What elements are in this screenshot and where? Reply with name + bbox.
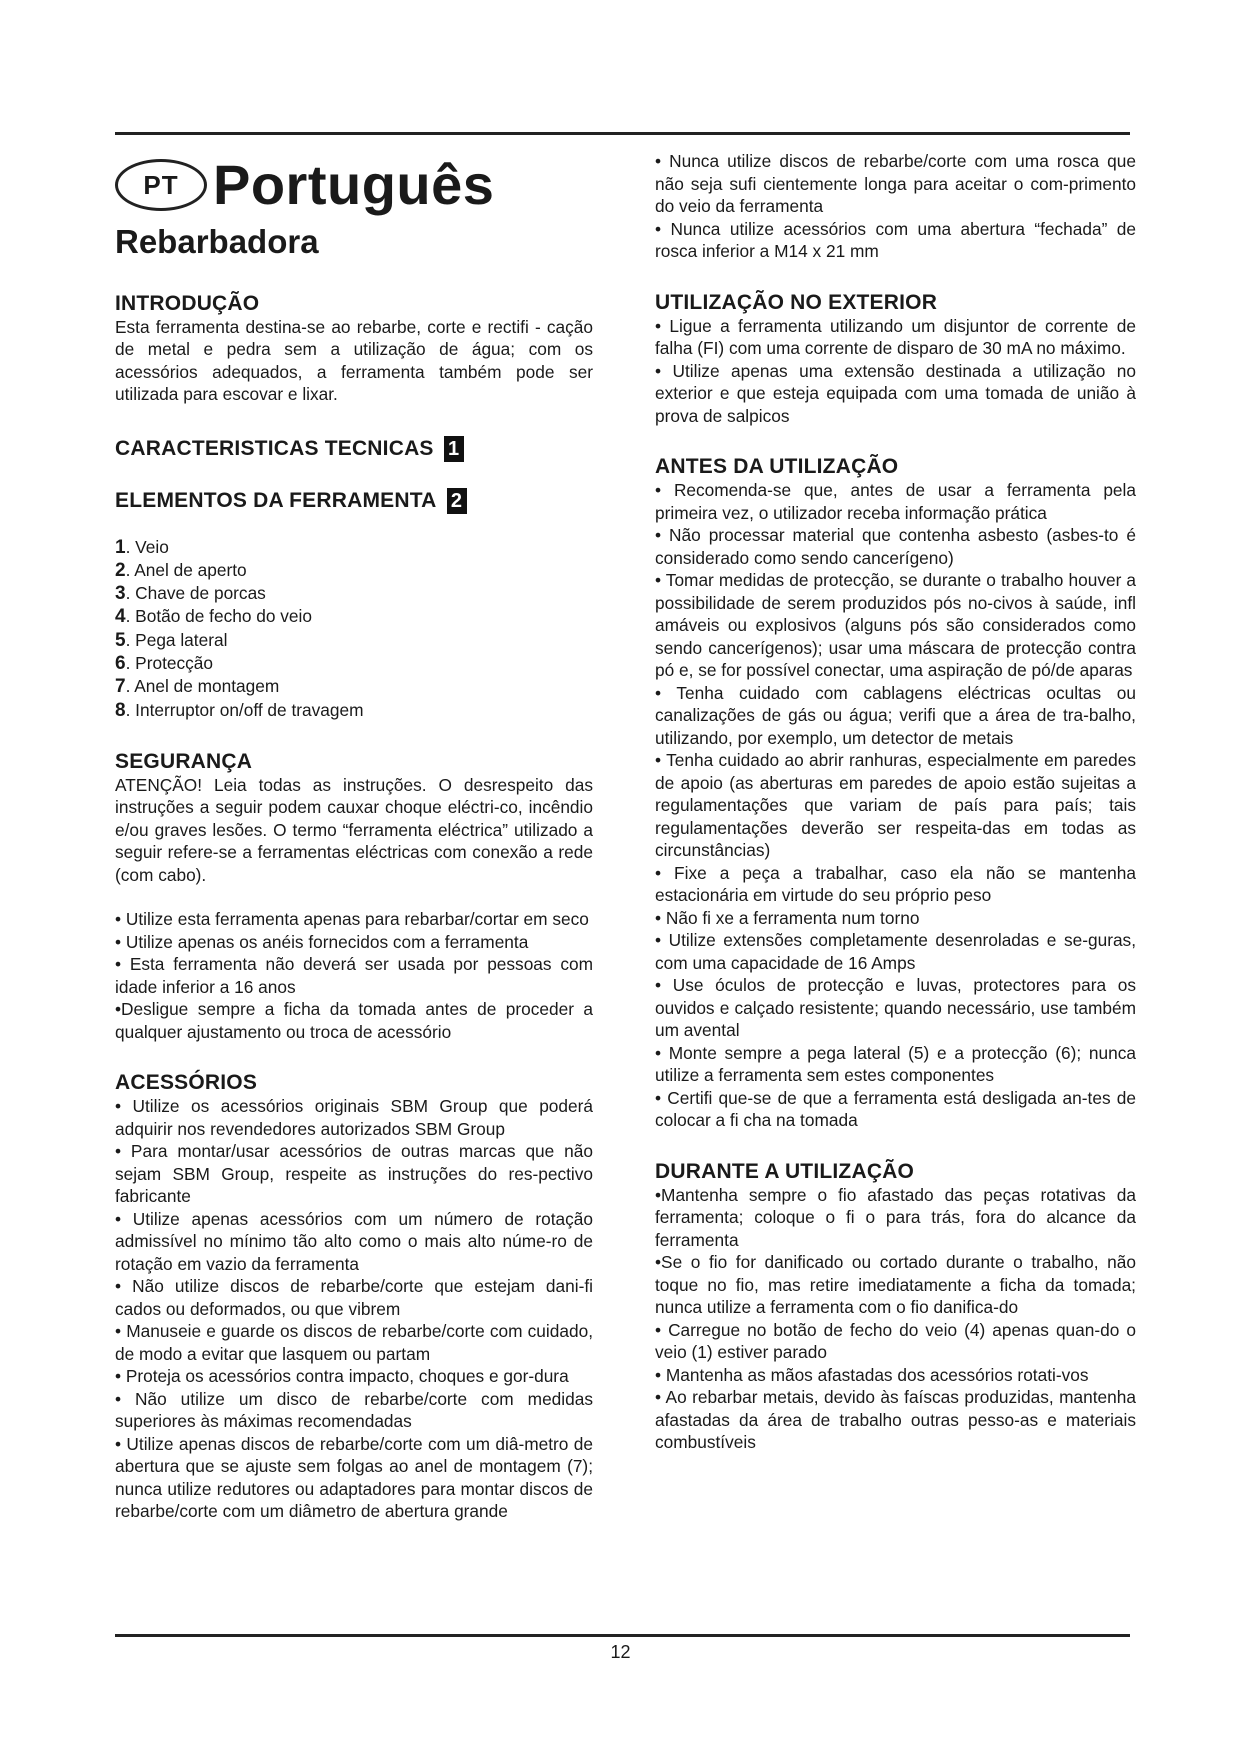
list-item: 1. Veio xyxy=(115,536,169,558)
before-use-bullet: • Tenha cuidado ao abrir ranhuras, especialmente em paredes de apoio (as aberturas em paredes de apoio estão sujeitas a regulamentações que variam de país para país; tais regulamentações deverão ser respeita-das em todas as circunstâncias) xyxy=(655,750,1136,860)
language-title-row xyxy=(115,150,593,220)
outdoor-bullet: • Ligue a ferramenta utilizando um disjuntor de corrente de falha (FI) com uma corrente de disparo de 30 mA no máximo. xyxy=(655,315,1136,358)
during-use-bullet: •Mantenha sempre o fio afastado das peças rotativas da ferramenta; coloque o fi o para trás, fora do alcance da ferramenta xyxy=(655,1184,1136,1250)
before-use-bullet: • Monte sempre a pega lateral (5) e a protecção (6); nunca utilize a ferramenta sem estes componentes xyxy=(655,1042,1136,1085)
intro-heading: INTRODUÇÃO xyxy=(115,291,260,315)
language-badge: PT xyxy=(115,159,207,211)
during-use-bullet: • Carregue no botão de fecho do veio (4) apenas quan-do o veio (1) estiver parado xyxy=(655,1319,1136,1362)
outdoor-heading: UTILIZAÇÃO NO EXTERIOR xyxy=(655,290,938,314)
during-use-heading: DURANTE A UTILIZAÇÃO xyxy=(655,1159,915,1183)
intro-text: Esta ferramenta destina-se ao rebarbe, corte e rectifi - cação de metal e pedra sem a utilização de água; com os acessórios adequados, a ferramenta também pode ser utilizada para escovar e lixar. xyxy=(115,316,593,405)
accessories-bullet: • Utilize os acessórios originais SBM Group que poderá adquirir nos revendedores autorizados SBM Group xyxy=(115,1096,593,1139)
bottom-rule xyxy=(115,1634,1130,1637)
before-use-bullet: • Recomenda-se que, antes de usar a ferramenta pela primeira vez, o utilizador receba informação prática xyxy=(655,480,1136,523)
before-use-bullet: • Certifi que-se de que a ferramenta está desligada an-tes de colocar a fi cha na tomada xyxy=(655,1087,1136,1130)
outdoor-bullet: • Utilize apenas uma extensão destinada a utilização no exterior e que esteja equipada com uma tomada de união à prova de salpicos xyxy=(655,360,1136,426)
right-column xyxy=(655,150,1136,1454)
specs-heading xyxy=(115,436,593,462)
list-item: 4. Botão de fecho do veio xyxy=(115,606,312,628)
accessories-bullet: • Não utilize um disco de rebarbe/corte com medidas superiores às máximas recomendadas xyxy=(115,1388,593,1432)
left-column xyxy=(115,150,593,1523)
safety-warning: ATENÇÃO! Leia todas as instruções. O desrespeito das instruções a seguir podem cauxar choque eléctri-co, incêndio e/ou graves lesões. O termo “ferramenta eléctrica” utilizado a seguir refere-se a ferramentas eléctricas com conexão a rede (com cabo). xyxy=(115,774,593,885)
list-item: 7. Anel de montagem xyxy=(115,676,280,698)
elements-heading xyxy=(115,488,593,514)
accessories-bullet: • Manuseie e guarde os discos de rebarbe/corte com cuidado, de modo a evitar que lasquem ou partam xyxy=(115,1321,593,1364)
safety-bullet: • Esta ferramenta não deverá ser usada por pessoas com idade inferior a 16 anos xyxy=(115,954,593,997)
product-title: Rebarbadora xyxy=(115,223,319,260)
page-number: 12 xyxy=(610,1642,631,1662)
before-use-heading: ANTES DA UTILIZAÇÃO xyxy=(655,455,899,478)
figure-2-marker: 2 xyxy=(447,488,467,514)
accessories-bullet: • Nunca utilize acessórios com uma abertura “fechada” de rosca inferior a M14 x 21 mm xyxy=(655,218,1136,261)
list-item: 5. Pega lateral xyxy=(115,629,228,651)
language-title: Português xyxy=(213,153,495,216)
accessories-bullet: • Não utilize discos de rebarbe/corte que estejam dani-fi cados ou deformados, ou que vibrem xyxy=(115,1276,593,1319)
safety-bullet: • Utilize esta ferramenta apenas para rebarbar/cortar em seco xyxy=(115,909,589,930)
accessories-bullet: • Nunca utilize discos de rebarbe/corte com uma rosca que não seja sufi cientemente longa para aceitar o com-primento do veio da ferramenta xyxy=(655,151,1136,216)
accessories-bullet: • Proteja os acessórios contra impacto, choques e gor-dura xyxy=(115,1366,569,1387)
figure-1-marker: 1 xyxy=(444,436,464,462)
accessories-bullet: • Utilize apenas acessórios com um número de rotação admissível no mínimo tão alto como o mais alto núme-ro de rotação em vazio da ferramenta xyxy=(115,1208,593,1274)
list-item: 3. Chave de porcas xyxy=(115,583,266,605)
before-use-bullet: • Use óculos de protecção e luvas, protectores para os ouvidos e calçado resistente; quando necessário, use também um avental xyxy=(655,975,1136,1040)
before-use-bullet: • Tomar medidas de protecção, se durante o trabalho houver a possibilidade de serem produzidos pós no-civos à saúde, infl amáveis ou explosivos (alguns pós são considerados como sendo cancerígenos); usar uma máscara de protecção contra pó e, se for possível conectar, uma aspiração de pó/de aparas xyxy=(655,570,1136,680)
list-item: 2. Anel de aperto xyxy=(115,559,247,581)
accessories-bullet: • Para montar/usar acessórios de outras marcas que não sejam SBM Group, respeite as instruções do res-pectivo fabricante xyxy=(115,1141,593,1207)
elements-heading-text: ELEMENTOS DA FERRAMENTA xyxy=(115,488,437,512)
accessories-bullet: • Utilize apenas discos de rebarbe/corte com um diâ-metro de abertura que se ajuste sem folgas ao anel de montagem (7); nunca utilize redutores ou adaptadores para montar discos de rebarbe/corte com um diâmetro de abertura grande xyxy=(115,1433,593,1522)
safety-bullet: •Desligue sempre a ficha da tomada antes de proceder a qualquer ajustamento ou troca de acessório xyxy=(115,999,593,1042)
specs-heading-text: CARACTERISTICAS TECNICAS xyxy=(115,436,434,460)
during-use-bullet: • Ao rebarbar metais, devido às faíscas produzidas, mantenha afastadas da área de trabalho outras pesso-as e materiais combustíveis xyxy=(655,1387,1136,1452)
top-rule xyxy=(115,132,1130,135)
list-item: 6. Protecção xyxy=(115,653,213,675)
during-use-bullet: • Mantenha as mãos afastadas dos acessórios rotati-vos xyxy=(655,1364,1089,1385)
before-use-bullet: • Não processar material que contenha asbesto (asbes-to é considerado como sendo cancerígeno) xyxy=(655,525,1136,568)
safety-heading: SEGURANÇA xyxy=(115,749,253,773)
before-use-bullet: • Utilize extensões completamente desenroladas e se-guras, com uma capacidade de 16 Amps xyxy=(655,930,1136,973)
before-use-bullet: • Não fi xe a ferramenta num torno xyxy=(655,907,920,928)
accessories-heading: ACESSÓRIOS xyxy=(115,1071,258,1095)
during-use-bullet: •Se o fio for danificado ou cortado durante o trabalho, não toque no fio, mas retire imediatamente a ficha da tomada; nunca utilize a ferramenta com o fio danifica-do xyxy=(655,1252,1136,1317)
before-use-bullet: • Tenha cuidado com cablagens eléctricas ocultas ou canalizações de gás ou água; verifi que a área de tra-balho, utilizando, por exemplo, um detector de metais xyxy=(655,682,1136,748)
list-item: 8. Interruptor on/off de travagem xyxy=(115,699,364,721)
parts-list xyxy=(115,536,593,722)
before-use-bullet: • Fixe a peça a trabalhar, caso ela não se mantenha estacionária em virtude do seu próprio peso xyxy=(655,862,1136,905)
safety-bullet: • Utilize apenas os anéis fornecidos com a ferramenta xyxy=(115,931,529,952)
